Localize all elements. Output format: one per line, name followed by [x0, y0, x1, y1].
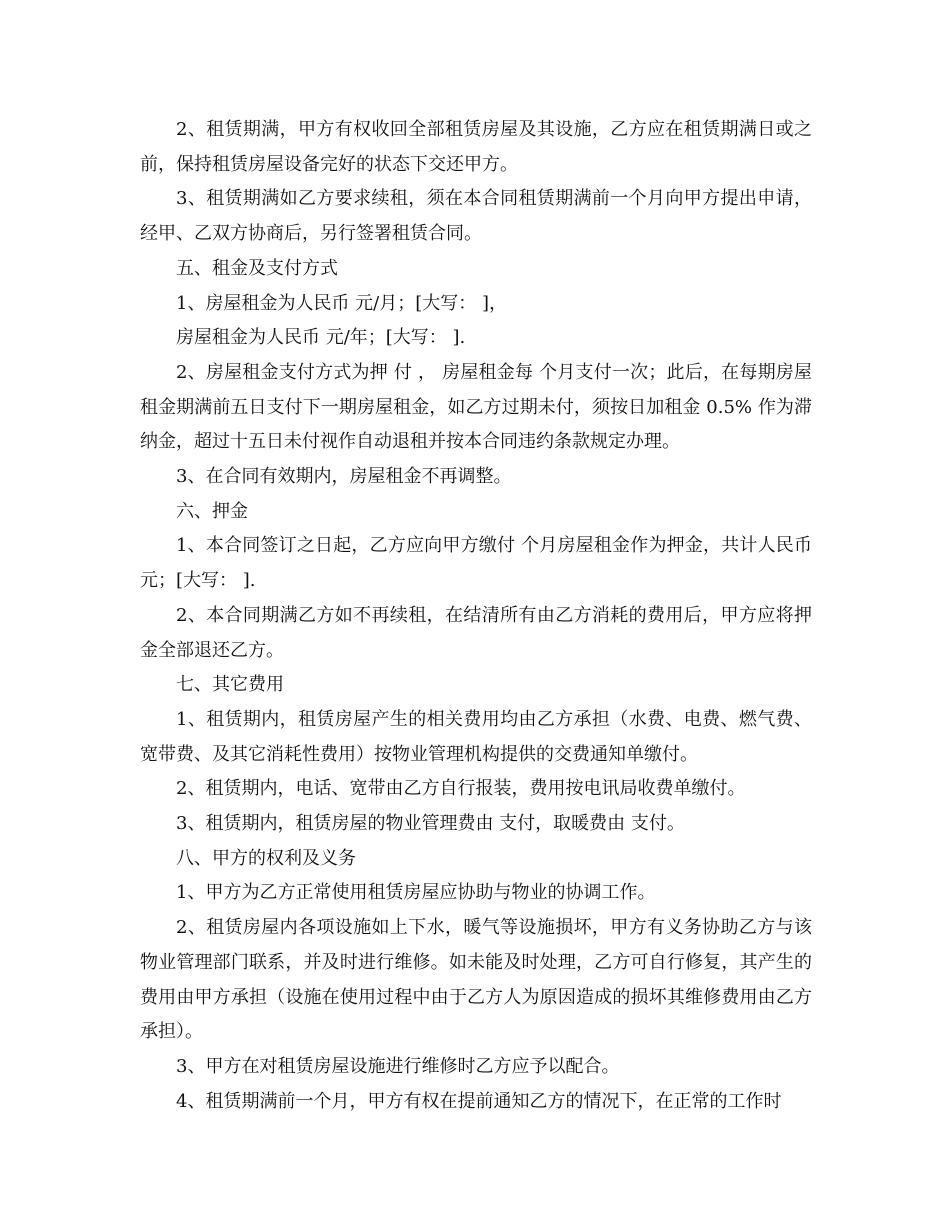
document-body — [140, 113, 812, 1119]
clause-7-1: 1、租赁期内，租赁房屋产生的相关费用均由乙方承担（水费、电费、燃气费、宽带费、及其它消耗性费用）按物业管理机构提供的交费通知单缴付。 — [140, 708, 812, 765]
clause-5-1-yearly: 房屋租金为人民币 元/年；[大写： ]. — [176, 327, 466, 349]
clause-8-1: 1、甲方为乙方正常使用租赁房屋应协助与物业的协调工作。 — [176, 882, 656, 904]
clause-7-3: 3、租赁期内，租赁房屋的物业管理费由 支付，取暖费由 支付。 — [176, 813, 685, 835]
clause-8-3: 3、甲方在对租赁房屋设施进行维修时乙方应予以配合。 — [176, 1055, 620, 1077]
section-heading-5: 五、租金及支付方式 — [176, 257, 338, 279]
section-heading-7: 七、其它费用 — [176, 674, 284, 696]
section-heading-8: 八、甲方的权利及义务 — [176, 847, 356, 869]
clause-8-2: 2、租赁房屋内各项设施如上下水，暖气等设施损坏，甲方有义务协助乙方与该物业管理部门联系，并及时进行维修。如未能及时处理，乙方可自行修复，其产生的费用由甲方承担（设施在使用过程中由于乙方人为原因造成的损坏其维修费用由乙方承担）。 — [140, 917, 812, 1043]
section-heading-6: 六、押金 — [176, 500, 248, 522]
clause-4-2: 2、租赁期满，甲方有权收回全部租赁房屋及其设施，乙方应在租赁期满日或之前，保持租赁房屋设备完好的状态下交还甲方。 — [140, 119, 812, 175]
clause-6-2: 2、本合同期满乙方如不再续租，在结清所有由乙方消耗的费用后，甲方应将押金全部退还乙方。 — [140, 604, 812, 661]
clause-5-3: 3、在合同有效期内，房屋租金不再调整。 — [176, 466, 512, 488]
clause-7-2: 2、租赁期内，电话、宽带由乙方自行报装，费用按电讯局收费单缴付。 — [176, 778, 746, 800]
clause-8-4: 4、租赁期满前一个月，甲方有权在提前通知乙方的情况下，在正常的工作时 — [176, 1090, 782, 1112]
clause-6-1: 1、本合同签订之日起，乙方应向甲方缴付 个月房屋租金作为押金，共计人民币 元；[大写： ]. — [140, 535, 812, 592]
clause-4-3: 3、租赁期满如乙方要求续租，须在本合同租赁期满前一个月向甲方提出申请，经甲、乙双方协商后，另行签署租赁合同。 — [140, 188, 812, 245]
clause-5-1-monthly: 1、房屋租金为人民币 元/月；[大写： ]， — [176, 292, 508, 314]
clause-5-2: 2、房屋租金支付方式为押 付 ， 房屋租金每 个月支付一次；此后，在每期房屋租金期满前五日支付下一期房屋租金，如乙方过期未付，须按日加租金 0.5% 作为滞纳金，超过十五日未付视作自动退租并按本合同违约条款规定办理。 — [140, 361, 812, 453]
